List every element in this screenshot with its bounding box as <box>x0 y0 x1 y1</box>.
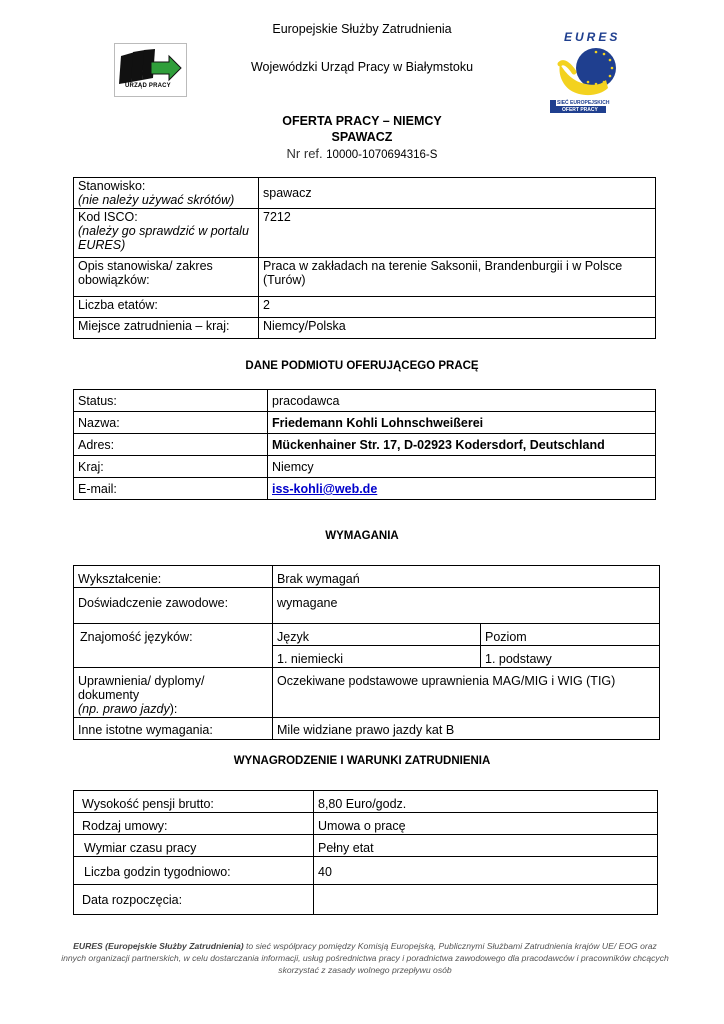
table-row: 1. niemiecki 1. podstawy <box>74 646 660 668</box>
table-row: Kraj: Niemcy <box>74 456 656 478</box>
job-title: SPAWACZ <box>331 130 393 144</box>
table-row: Status: pracodawca <box>74 390 656 412</box>
eures-hand-icon <box>556 44 620 100</box>
agency-line: Europejskie Służby Zatrudnienia <box>272 22 452 36</box>
table-row: Rodzaj umowy: Umowa o pracę <box>74 813 658 835</box>
logo-text: URZĄD PRACY <box>125 83 171 89</box>
table-row: Nazwa: Friedemann Kohli Lohnschweißerei <box>74 412 656 434</box>
ref-value: 10000-1070694316-S <box>326 149 438 161</box>
table-row: Miejsce zatrudnienia – kraj: Niemcy/Polska <box>74 318 656 339</box>
requirements-heading: WYMAGANIA <box>325 530 399 542</box>
table-row: Uprawnienia/ dyplomy/ dokumenty (np. prawo jazdy): Oczekiwane podstawowe uprawnienia MAG/MIG i WIG (TIG) <box>74 668 660 718</box>
table-row: E-mail: iss-kohli@web.de <box>74 478 656 500</box>
table-row: Doświadczenie zawodowe: wymagane <box>74 588 660 624</box>
salary-table <box>73 790 658 915</box>
employer-heading: DANE PODMIOTU OFERUJĄCEGO PRACĘ <box>245 360 479 372</box>
table-row: Znajomość języków: Język Poziom <box>74 624 660 646</box>
office-line: Wojewódzki Urząd Pracy w Białymstoku <box>250 60 474 74</box>
requirements-table <box>73 565 660 740</box>
urzad-pracy-logo <box>114 43 187 97</box>
ref-label: Nr ref. <box>286 146 323 161</box>
table-row: Wysokość pensji brutto: 8,80 Euro/godz. <box>74 791 658 813</box>
employer-table <box>73 389 656 500</box>
table-row: Inne istotne wymagania: Mile widziane prawo jazdy kat B <box>74 718 660 740</box>
footer-note: EURES (Europejskie Służby Zatrudnienia) to sieć współpracy pomiędzy Komisją Europejską, Publicznymi Służbami Zatrudnienia krajów UE/ EOG oraz innych organizacji partnerskich, w celu dostarczania informacji, usług pośrednictwa pracy i poradnictwa zawodowego dla pracodawców i pracowników chcących skorzystać z zasady wolnego przepływu osób <box>61 941 669 975</box>
eures-logo-sub1: SIEĆ EUROPEJSKICH <box>557 100 610 106</box>
employer-email-link[interactable]: iss-kohli@web.de <box>272 482 378 496</box>
table-row: Wykształcenie: Brak wymagań <box>74 566 660 588</box>
table-row: Opis stanowiska/ zakres obowiązków: Praca w zakładach na terenie Saksonii, Brandenburgii i w Polsce (Turów) <box>74 258 656 297</box>
table-row: Stanowisko: (nie należy używać skrótów) spawacz <box>74 178 656 209</box>
table-row: Kod ISCO: (należy go sprawdzić w portalu EURES) 7212 <box>74 209 656 258</box>
offer-title: OFERTA PRACY – NIEMCY <box>282 114 442 128</box>
table-row: Wymiar czasu pracy Pełny etat <box>74 835 658 857</box>
table-row: Data rozpoczęcia: <box>74 885 658 915</box>
position-table <box>73 177 656 339</box>
eures-logo-title: EURES <box>564 30 621 44</box>
eures-logo <box>550 30 626 115</box>
eures-logo-sub2: OFERT PRACY <box>562 107 598 113</box>
table-row: Liczba godzin tygodniowo: 40 <box>74 857 658 885</box>
reference-number <box>0 146 724 161</box>
table-row: Adres: Mückenhainer Str. 17, D-02923 Kodersdorf, Deutschland <box>74 434 656 456</box>
table-row: Liczba etatów: 2 <box>74 297 656 318</box>
salary-heading: WYNAGRODZENIE I WARUNKI ZATRUDNIENIA <box>233 755 491 767</box>
